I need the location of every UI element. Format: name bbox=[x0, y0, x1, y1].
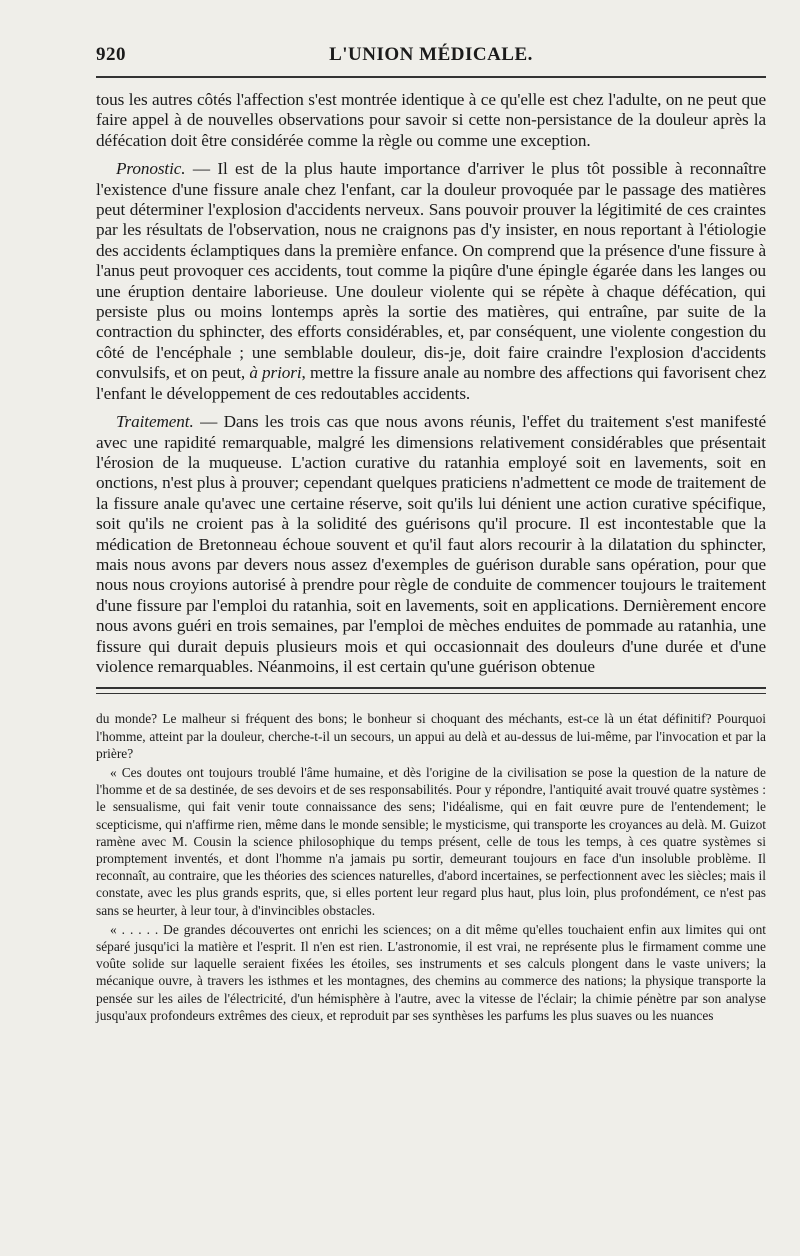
intro-paragraph: tous les autres côtés l'affection s'est montrée identique à ce qu'elle est chez l'adulte, on ne peut que faire appel à de nouvelles observations pour savoir si cette non-persistance de la douleur après la défécation doit être considérée comme la règle ou comme une exception. bbox=[96, 90, 766, 150]
pronostic-text-end: , mettre la fissure anale au nombre des affections qui favorisent chez l'enfant le développement de ces redoutables accidents. bbox=[96, 363, 766, 403]
feuilleton-separator bbox=[96, 687, 766, 694]
journal-title: L'UNION MÉDICALE. bbox=[329, 44, 533, 65]
pronostic-text: — Il est de la plus haute importance d'arriver le plus tôt possible à reconnaître l'existence d'une fissure anale chez l'enfant, car la douleur provoquée par le passage des matières peut déterminer l'explosion d'accidents nerveux. Sans pouvoir prouver la légitimité de ces craintes par les résultats de l'observation, nous ne craignons pas d'y insister, en nous reportant à l'étiologie des accidents éclamptiques dans la première enfance. On comprend que la présence d'une fissure à l'anus peut provoquer ces accidents, tout comme la piqûre d'une épingle égarée dans les langes ou une éruption dentaire laborieuse. Une douleur violente qui se répète à chaque défécation, qui persiste plus ou moins lontemps après la sortie des matières, qui entraîne, par suite de la contraction du sphincter, des efforts considérables, et, par conséquent, une violente congestion du côté de l'encéphale ; une semblable douleur, dis-je, doit faire craindre l'explosion d'accidents convulsifs, et on peut, bbox=[96, 159, 766, 383]
running-head bbox=[96, 38, 766, 66]
header-rule bbox=[96, 76, 766, 78]
pronostic-italic: à priori bbox=[249, 363, 302, 383]
page-number: 920 bbox=[96, 44, 126, 65]
pronostic-heading: Pronostic. bbox=[116, 159, 186, 179]
article-body bbox=[96, 90, 766, 677]
pronostic-paragraph bbox=[96, 159, 766, 404]
traitement-heading: Traitement. bbox=[116, 412, 194, 432]
feuilleton-paragraph-1: du monde? Le malheur si fréquent des bons; le bonheur si choquant des méchants, est-ce là un état définitif? Pourquoi l'homme, atteint par la douleur, cherche-t-il un secours, un appui au delà et au-dessus de lui-même, par l'invocation et par la prière? bbox=[96, 711, 766, 761]
feuilleton bbox=[96, 710, 766, 1024]
traitement-paragraph bbox=[96, 412, 766, 677]
traitement-text: — Dans les trois cas que nous avons réunis, l'effet du traitement s'est manifesté avec une rapidité remarquable, malgré les dimensions relativement considérables que présentait l'érosion de la muqueuse. L'action curative du ratanhia employé soit en lavements, soit en onctions, n'est plus à prouver; cependant quelques praticiens n'admettent ce mode de traitement de la fissure anale qu'avec une certaine réserve, soit qu'ils lui dénient une action curative spécifique, soit qu'ils ne croient pas à la solidité des guérisons qu'il procure. Il est incontestable que la médication de Bretonneau échoue souvent et qu'il faut alors recourir à la dilatation du sphincter, mais nous avons par devers nous assez d'exemples de guérison durable sans opération, pour que nous nous croyions autorisé à prendre pour règle de conduite de commencer toujours le traitement d'une fissure par l'emploi du ratanhia, soit en lavements, soit en applications. Dernièrement encore nous avons guéri en trois semaines, par l'emploi de mèches enduites de pommade au ratanhia, une fissure qui durait depuis plusieurs mois et qui occasionnait des douleurs d'une durée et d'une violence remarquables. Néanmoins, il est certain qu'une guérison obtenue bbox=[96, 412, 766, 676]
feuilleton-paragraph-2: « Ces doutes ont toujours troublé l'âme humaine, et dès l'origine de la civilisation se pose la question de la nature de l'homme et de sa destinée, de ses devoirs et de ses responsabilités. Pour y répondre, l'antiquité avait trouvé quatre systèmes : le sensualisme, qui fait venir toute connaissance des sens; l'idéalisme, qui en fait œuvre pure de l'entendement; le scepticisme, qui n'affirme rien, même dans le monde sensible; le mysticisme, qui transporte les croyances au delà. M. Guizot ramène avec M. Cousin la science philosophique du temps présent, celle de tous les temps, à ces quatre systèmes si promptement inventés, et dont l'homme n'a jamais pu sortir, demeurant toujours en face d'un insoluble problème. Il reconnaît, au contraire, que les théories des sciences naturelles, d'abord incertaines, se perfectionnent avec les siècles; mais il constate, avec les plus grands esprits, que, si elles portent leur regard plus haut, plus loin, plus profondément, ce n'est pas sans se heurter, à leur tour, à d'invincibles obstacles. bbox=[96, 764, 766, 918]
feuilleton-paragraph-3: « . . . . . De grandes découvertes ont enrichi les sciences; on a dit même qu'elles touchaient enfin aux limites qui ont séparé jusqu'ici la matière et l'esprit. Il n'en est rien. L'astronomie, il est vrai, ne représente plus le firmament comme une voûte solide sur laquelle seraient fixées les étoiles, ses instruments et ses calculs plongent dans le vaste univers; la mécanique ouvre, à travers les isthmes et les montagnes, des chemins au commerce des nations; la physique transporte la pensée sur les ailes de l'électricité, d'un hémisphère à l'autre, avec la vitesse de l'éclair; la chimie pénètre par son analyse jusqu'aux profondeurs extrêmes des cieux, et reproduit par ses synthèses les parfums les plus suaves ou les nuances bbox=[96, 921, 766, 1023]
